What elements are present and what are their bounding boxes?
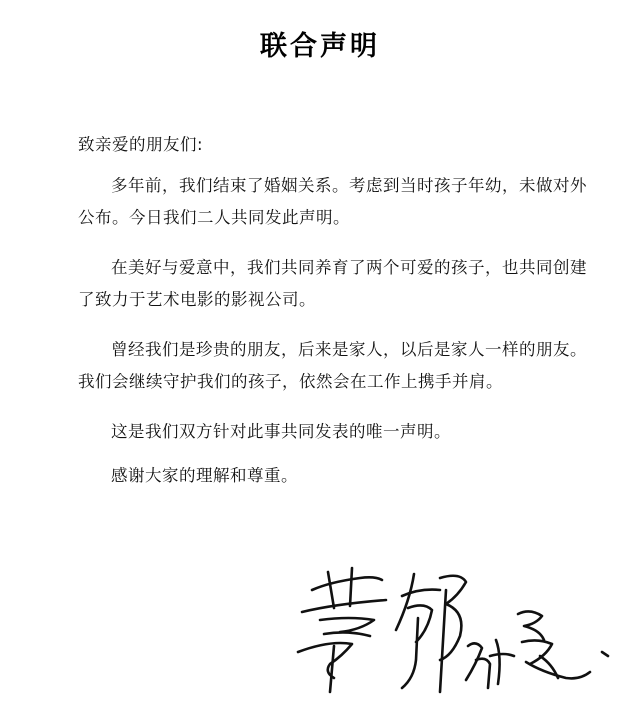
signature-stroke: [402, 618, 418, 688]
signature-stroke: [490, 654, 514, 656]
signature-stroke: [466, 643, 482, 680]
signature-stroke: [320, 618, 374, 632]
signature-stroke: [312, 577, 382, 590]
document-title: 联合声明: [260, 31, 380, 62]
signature-stroke: [330, 646, 334, 692]
signature-stroke: [408, 605, 432, 642]
salutation: 致亲爱的朋友们:: [78, 135, 204, 154]
signature-stroke: [440, 590, 446, 692]
signature-stroke: [324, 632, 370, 636]
paragraph-4: 这是我们双方针对此事共同发表的唯一声明。: [111, 422, 451, 441]
signature-stroke: [476, 659, 490, 688]
signature-stroke: [298, 643, 352, 678]
signature-stroke: [402, 590, 440, 596]
paragraph-2: 在美好与爱意中，我们共同养育了两个可爱的孩子，也共同创建了致力于艺术电影的影视公司。: [78, 258, 587, 309]
signature-stroke: [396, 574, 414, 630]
signature-stroke: [328, 572, 334, 608]
signature-stroke: [602, 652, 608, 656]
signature-stroke: [302, 600, 386, 612]
paragraph-5: 感谢大家的理解和尊重。: [111, 466, 298, 485]
handwritten-signature: [290, 560, 630, 710]
signature-stroke: [518, 611, 544, 640]
paragraph-3: 曾经我们是珍贵的朋友，后来是家人，以后是家人一样的朋友。我们会继续守护我们的孩子，依然会在工作上携手并肩。: [78, 340, 587, 391]
signature-stroke: [540, 656, 558, 678]
signature-stroke: [496, 640, 500, 684]
paragraph-1: 多年前，我们结束了婚姻关系。考虑到当时孩子年幼，未做对外公布。今日我们二人共同发此声明。: [78, 176, 587, 227]
signature-stroke: [350, 568, 352, 606]
